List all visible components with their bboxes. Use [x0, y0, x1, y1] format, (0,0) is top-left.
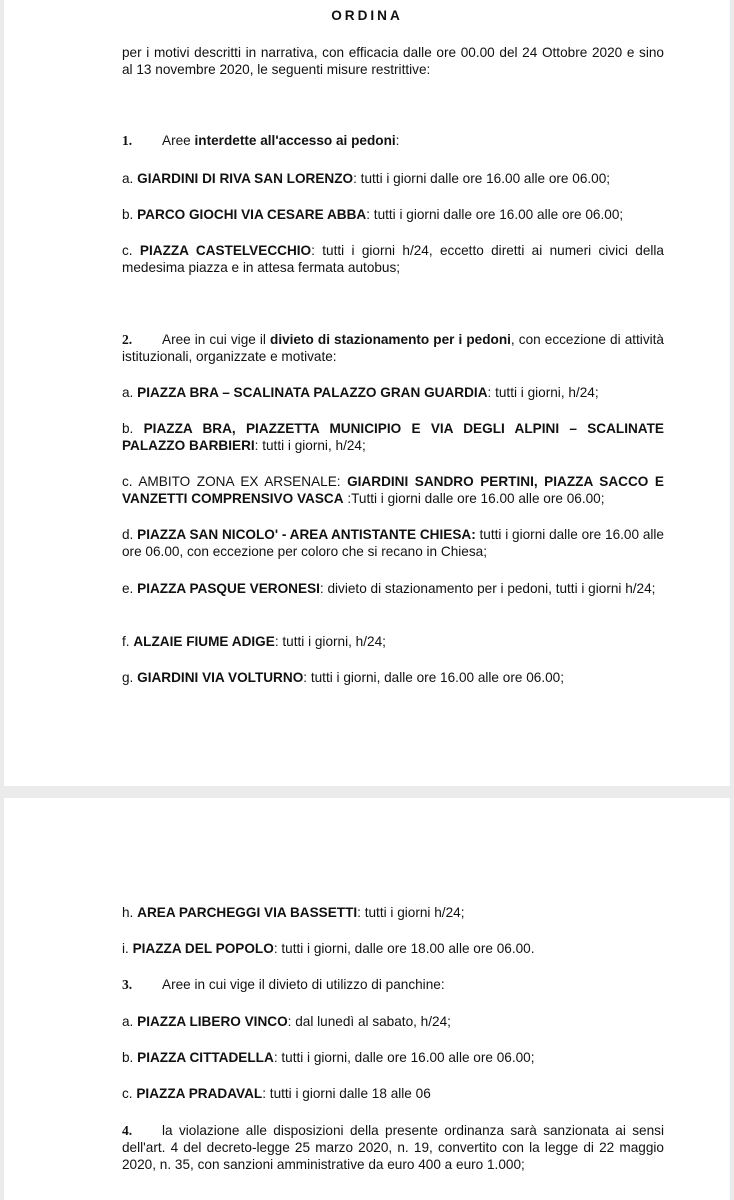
list-item: b. PARCO GIOCHI VIA CESARE ABBA: tutti i giorni dalle ore 16.00 alle ore 06.00; [122, 207, 624, 222]
list-item: c. PIAZZA PRADAVAL: tutti i giorni dalle 18 alle 06 [122, 1086, 431, 1101]
page-title: ORDINA [331, 8, 403, 23]
list-item: a. PIAZZA BRA – SCALINATA PALAZZO GRAN GUARDIA: tutti i giorni, h/24; [122, 385, 599, 400]
list-item: b. PIAZZA BRA, PIAZZETTA MUNICIPIO E VIA DEGLI ALPINI – SCALINATE PALAZZO BARBIERI: tutti i giorni, h/24; [122, 421, 664, 453]
document-page-2 [4, 798, 730, 1200]
section-1-heading: 1. Aree interdette all'accesso ai pedoni: [122, 133, 400, 148]
list-item: a. PIAZZA LIBERO VINCO: dal lunedì al sabato, h/24; [122, 1014, 451, 1029]
list-item: e. PIAZZA PASQUE VERONESI: divieto di stazionamento per i pedoni, tutti i giorni h/24; [122, 581, 656, 596]
list-item: h. AREA PARCHEGGI VIA BASSETTI: tutti i giorni h/24; [122, 905, 465, 920]
intro-paragraph: per i motivi descritti in narrativa, con efficacia dalle ore 00.00 del 24 Ottobre 2020 e sino al 13 novembre 2020, le seguenti misure restrittive: [122, 45, 664, 77]
section-number: 2. [122, 332, 133, 347]
section-number: 3. [122, 977, 133, 992]
section-2-heading: 2. Aree in cui vige il divieto di stazionamento per i pedoni, con eccezione di attività istituzionali, organizzate e motivate: [122, 332, 664, 364]
list-item: d. PIAZZA SAN NICOLO' - AREA ANTISTANTE CHIESA: tutti i giorni dalle ore 16.00 alle ore 06.00, con eccezione per coloro che si recano in Chiesa; [122, 527, 664, 559]
list-item: i. PIAZZA DEL POPOLO: tutti i giorni, dalle ore 18.00 alle ore 06.00. [122, 941, 535, 956]
list-item: g. GIARDINI VIA VOLTURNO: tutti i giorni, dalle ore 16.00 alle ore 06.00; [122, 670, 564, 685]
list-item: a. GIARDINI DI RIVA SAN LORENZO: tutti i giorni dalle ore 16.00 alle ore 06.00; [122, 171, 611, 186]
section-3-heading: 3. Aree in cui vige il divieto di utilizzo di panchine: [122, 977, 445, 992]
section-number: 4. [122, 1123, 133, 1138]
document-page-1 [4, 0, 730, 786]
list-item: b. PIAZZA CITTADELLA: tutti i giorni, dalle ore 16.00 alle ore 06.00; [122, 1050, 535, 1065]
section-number: 1. [122, 133, 133, 148]
list-item: c. AMBITO ZONA EX ARSENALE: GIARDINI SANDRO PERTINI, PIAZZA SACCO E VANZETTI COMPRENSIVO VASCA :Tutti i giorni dalle ore 16.00 alle ore 06.00; [122, 474, 664, 506]
list-item: f. ALZAIE FIUME ADIGE: tutti i giorni, h/24; [122, 634, 386, 649]
section-4-paragraph: 4. la violazione alle disposizioni della presente ordinanza sarà sanzionata ai sensi dell'art. 4 del decreto-legge 25 marzo 2020, n. 19, convertito con la legge di 22 maggio 2020, n. 35, con sanzioni amministrative da euro 400 a euro 1.000; [122, 1123, 664, 1172]
list-item: c. PIAZZA CASTELVECCHIO: tutti i giorni h/24, eccetto diretti ai numeri civici della medesima piazza e in attesa fermata autobus; [122, 243, 664, 275]
